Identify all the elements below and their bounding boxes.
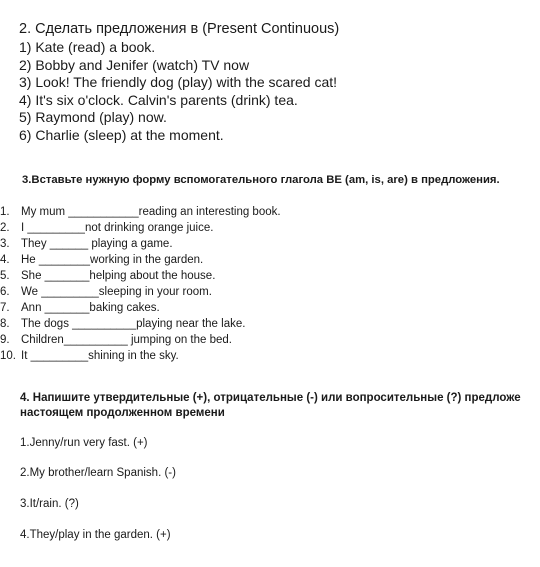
item-number: 1. <box>0 206 10 218</box>
exercise-4 <box>20 391 540 541</box>
item-text: Ann _______baking cakes. <box>21 302 160 314</box>
item-text: My mum ___________reading an interesting book. <box>21 206 281 218</box>
item-number: 6. <box>0 286 10 298</box>
exercise-4-task-3: 3.It/rain. (?) <box>20 498 79 510</box>
exercise-2-title: 2. Сделать предложения в (Present Continuous) <box>19 21 340 37</box>
exercise-2-line-4: 4) It's six o'clock. Calvin's parents (drink) tea. <box>19 91 298 108</box>
exercise-2-line-3: 3) Look! The friendly dog (play) with the scared cat! <box>19 74 338 91</box>
item-text: The dogs __________playing near the lake. <box>21 318 246 330</box>
item-number: 2. <box>0 222 10 234</box>
exercise-2 <box>19 20 534 145</box>
exercise-4-task-4: 4.They/play in the garden. (+) <box>20 529 171 541</box>
item-number: 9. <box>0 334 10 346</box>
item-text: Children__________ jumping on the bed. <box>21 334 232 346</box>
exercise-4-title-line-2: настоящем продолженном времени <box>20 407 225 419</box>
item-number: 4. <box>0 254 10 266</box>
item-number: 7. <box>0 302 10 314</box>
item-number: 5. <box>0 270 10 282</box>
item-number: 8. <box>0 318 10 330</box>
exercise-4-title-line-1: 4. Напишите утвердительные (+), отрицательные (-) или вопросительные (?) предложе <box>20 392 521 404</box>
item-number: 10. <box>0 350 16 362</box>
item-text: She _______helping about the house. <box>21 270 216 282</box>
exercise-3-title: 3.Вставьте нужную форму вспомогательного глагола BE (am, is, are) в предложения. <box>22 174 500 186</box>
exercise-4-task-2: 2.My brother/learn Spanish. (-) <box>20 467 176 479</box>
exercise-2-line-5: 5) Raymond (play) now. <box>19 109 167 126</box>
item-text: He ________working in the garden. <box>21 254 204 266</box>
exercise-4-task-1: 1.Jenny/run very fast. (+) <box>20 437 148 449</box>
exercise-2-line-1: 1) Kate (read) a book. <box>19 39 156 55</box>
item-number: 3. <box>0 238 10 250</box>
item-text: I _________not drinking orange juice. <box>21 222 214 234</box>
exercise-2-line-6: 6) Charlie (sleep) at the moment. <box>19 126 224 143</box>
item-text: We _________sleeping in your room. <box>21 286 212 298</box>
item-text: It _________shining in the sky. <box>21 350 179 362</box>
exercise-2-line-2: 2) Bobby and Jenifer (watch) TV now <box>19 56 250 73</box>
item-text: They ______ playing a game. <box>21 238 173 250</box>
